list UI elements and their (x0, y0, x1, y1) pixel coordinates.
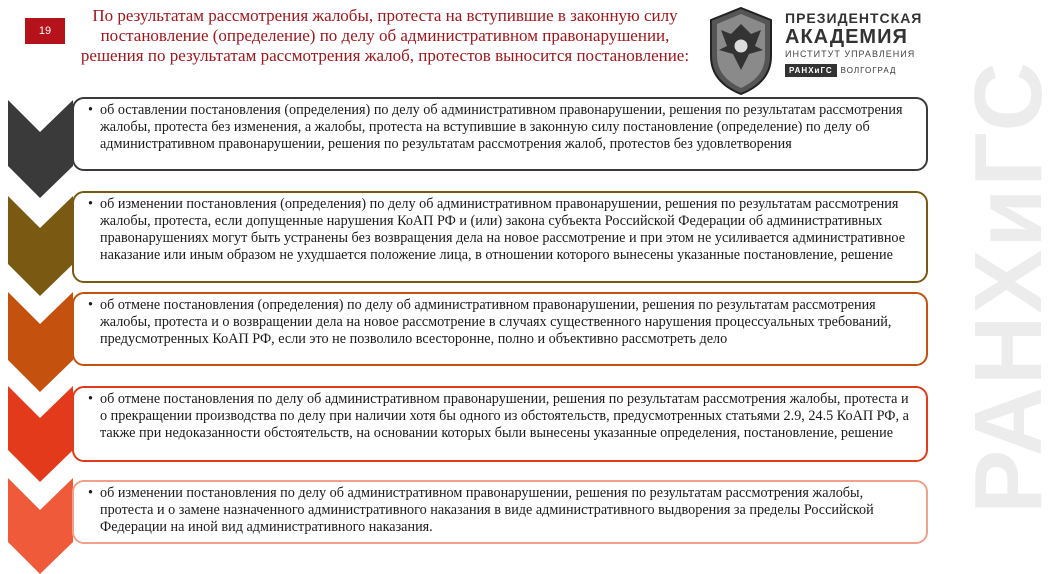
list-item-5-text: об изменении постановления по делу об административном правонарушении, решения по результатам рассмотрения жалобы, протеста и о замене назначенного административного наказания в виде административного выдворения за пределы Российской Федерации на иной вид административного наказания. (100, 485, 874, 535)
chevron-shape-1 (8, 100, 73, 198)
list-item-2-text: об изменении постановления (определения) по делу об административном правонарушении, решения по результатам рассмотрения жалобы, протеста, если допущенные нарушения КоАП РФ и (или) закона субъекта Российской Федерации об административных правонарушениях могут быть устранены без возвращения дела на новое рассмотрение и при этом не усиливается административное наказание или иным образом не ухудшается положение лица, в отношении которого вынесены указанные постановление, решение (100, 196, 905, 263)
list-item-4 (72, 386, 928, 462)
list-item-1-text: об оставлении постановления (определения) по делу об административном правонарушении, решения по результатам рассмотрения жалобы, протеста без изменения, а жалобы, протеста на вступившие в законную силу постановление (определение) по делу об административном правонарушении, решения по результатам рассмотрения жалоб, протестов без удовлетворения (100, 102, 903, 152)
list-item-3-text: об отмене постановления (определения) по делу об административном правонарушении, решения по результатам рассмотрения жалобы, протеста и о возвращении дела на новое рассмотрение в случаях существенного нарушения процессуальных требований, предусмотренных КоАП РФ, если это не позволило всесторонне, полно и объективно рассмотреть дело (100, 297, 892, 347)
list-item-4-text: об отмене постановления по делу об административном правонарушении, решения по результатам рассмотрения жалобы, протеста и о прекращении производства по делу при наличии хотя бы одного из обстоятельств, предусмотренных статьями 2.9, 24.5 КоАП РФ, а также при недоказанности обстоятельств, на основании которых были вынесены указанные определения, постановление, решение (100, 391, 909, 441)
logo-badge: РАНХиГС (785, 64, 837, 77)
watermark (955, 0, 1062, 574)
chevron-arrow-5-icon (8, 478, 73, 574)
academy-logo (705, 4, 925, 96)
bullet-4: • (88, 391, 93, 407)
bullet-1: • (88, 102, 93, 118)
chevron-shape-5 (8, 478, 73, 574)
logo-line-3: ИНСТИТУТ УПРАВЛЕНИЯ (785, 49, 916, 59)
chevron-arrow-4-icon (8, 386, 73, 482)
list-item-3 (72, 292, 928, 366)
logo-line-1: ПРЕЗИДЕНТСКАЯ (785, 10, 923, 26)
slide-title: По результатам рассмотрения жалобы, протеста на вступившие в законную силу постановление (определение) по делу об административном правонарушении, решения по результатам рассмотрения жалоб, протестов выносится постановление: (80, 6, 690, 65)
chevron-shape-2 (8, 196, 73, 296)
chevron-shape-4 (8, 386, 73, 482)
chevron-shape-3 (8, 292, 73, 392)
bullet-5: • (88, 485, 93, 501)
logo-line-2: АКАДЕМИЯ (785, 26, 908, 48)
eagle-emblem-icon (705, 4, 777, 96)
list-item-5 (72, 480, 928, 544)
chevron-arrow-2-icon (8, 196, 73, 296)
logo-city: ВОЛГОГРАД (840, 66, 897, 75)
chevron-arrow-3-icon (8, 292, 73, 392)
bullet-2: • (88, 196, 93, 212)
watermark-text: РАНХиГС (955, 60, 1062, 514)
list-item-2 (72, 191, 928, 283)
list-item-1 (72, 97, 928, 171)
bullet-3: • (88, 297, 93, 313)
chevron-arrow-1-icon (8, 100, 73, 198)
slide-number: 19 (25, 18, 65, 44)
